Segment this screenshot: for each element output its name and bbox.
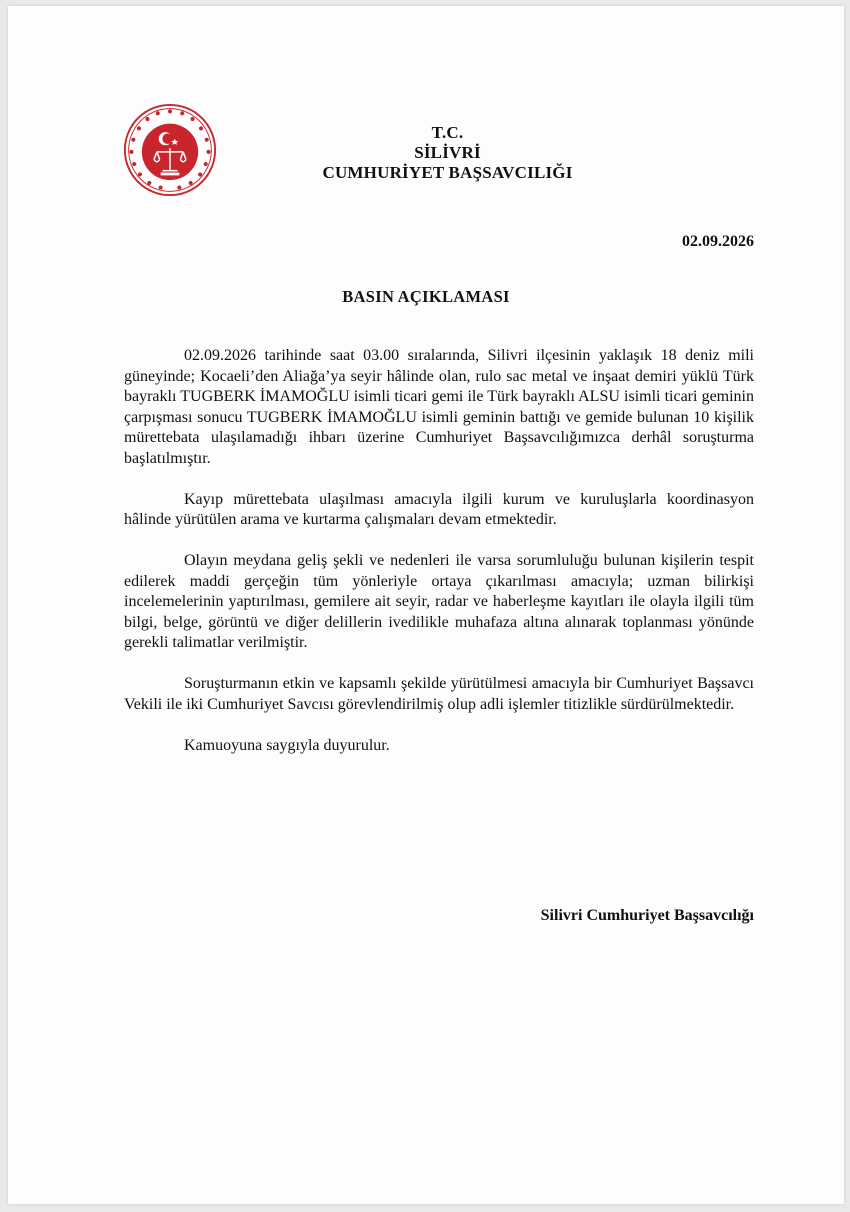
paragraph-2: Kayıp mürettebata ulaşılması amacıyla ilgili kurum ve kuruluşlarla koordinasyon hâlinde yürütülen arama ve kurtarma çalışmaları devam etmektedir.	[124, 490, 754, 528]
header-city: SİLİVRİ	[414, 143, 481, 162]
document-title: BASIN AÇIKLAMASI	[342, 287, 510, 306]
ministry-of-justice-seal-icon	[123, 103, 217, 197]
signature: Silivri Cumhuriyet Başsavcılığı	[540, 907, 754, 924]
header-institution: CUMHURİYET BAŞSAVCILIĞI	[322, 163, 573, 182]
header-tc: T.C.	[431, 123, 464, 142]
paragraph-1: 02.09.2026 tarihinde saat 03.00 sıralarında, Silivri ilçesinin yaklaşık 18 deniz mili güneyinde; Kocaeli’den Aliağa’ya seyir hâlinde olan, rulo sac metal ve inşaat demiri yüklü Türk bayraklı TUGBERK İMAMOĞLU isimli ticari gemi ile Türk bayraklı ALSU isimli ticari geminin çarpışması sonucu TUGBERK İMAMOĞLU isimli geminin battığı ve gemide bulunan 10 kişilik mürettebata ulaşılamadığı ihbarı üzerine Cumhuriyet Başsavcılığımızca derhâl soruşturma başlatılmıştır.	[124, 347, 754, 467]
paragraph-closing: Kamuoyuna saygıyla duyurulur.	[184, 736, 390, 754]
document-header	[295, 123, 600, 183]
document-body	[124, 346, 754, 777]
document-date: 02.09.2026	[682, 233, 754, 250]
paragraph-3: Olayın meydana geliş şekli ve nedenleri ile varsa sorumluluğu bulunan kişilerin tespit edilerek maddi gerçeğin tüm yönleriyle ortaya çıkarılması amacıyla; uzman bilirkişi incelemelerinin yaptırılması, gemilere ait seyir, radar ve haberleşme kayıtları ile olayla ilgili tüm bilgi, belge, görüntü ve diğer delillerin ivedilikle muhafaza altına alınarak toplanması yönünde gerekli talimatlar verilmiştir.	[124, 552, 754, 651]
paragraph-4: Soruşturmanın etkin ve kapsamlı şekilde yürütülmesi amacıyla bir Cumhuriyet Başsavcı Vekili ile iki Cumhuriyet Savcısı görevlendirilmiş olup adli işlemler titizlikle sürdürülmektedir.	[124, 675, 754, 713]
document-page	[8, 6, 844, 1204]
